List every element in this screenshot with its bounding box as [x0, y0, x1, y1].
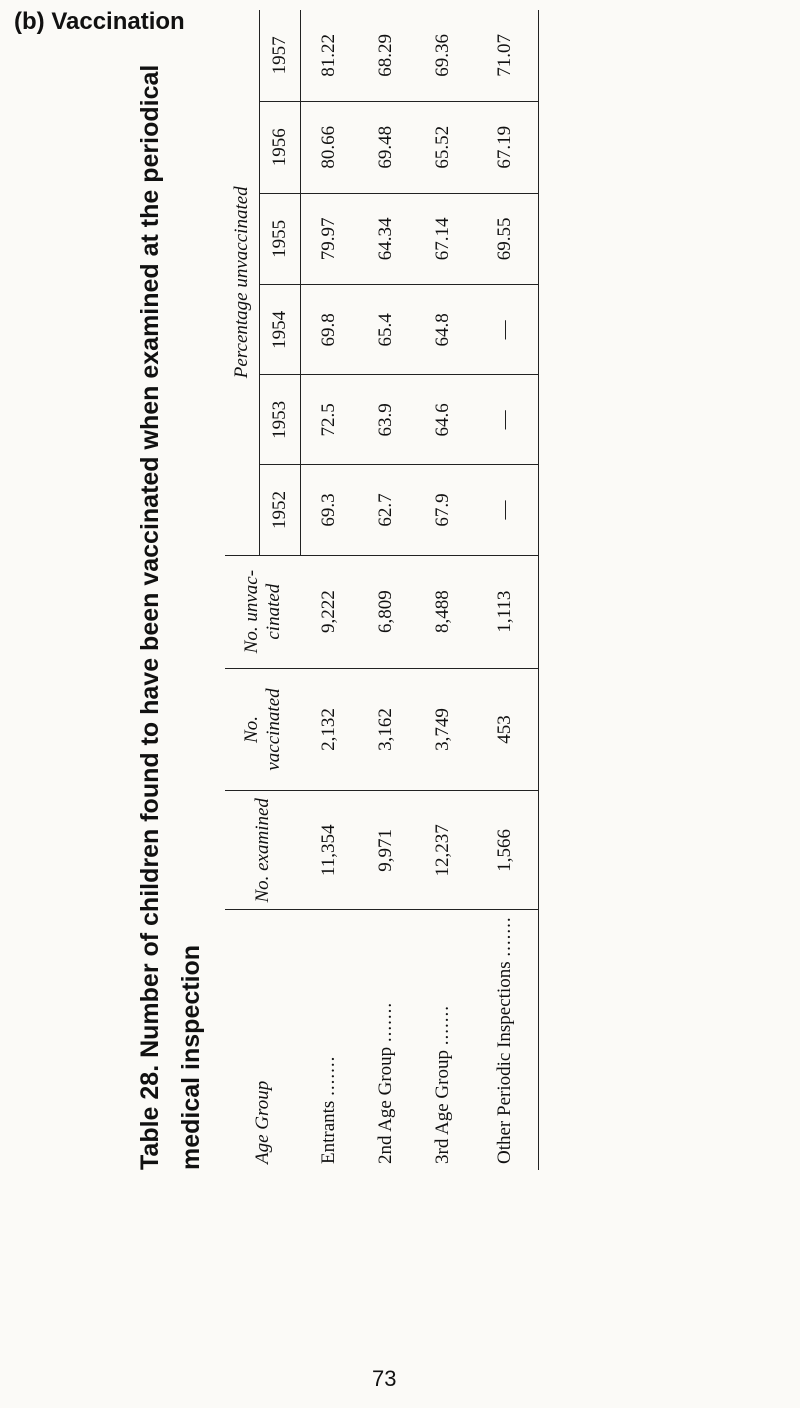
pct-1955-cell: 64.34 [358, 193, 415, 285]
age-group-label: Other Periodic Inspections [493, 961, 515, 1164]
leader-dots: ....... [318, 1055, 339, 1096]
pct-1956-cell: 67.19 [472, 101, 539, 193]
pct-1954-cell: — [472, 285, 539, 375]
examined-cell: 9,971 [358, 791, 415, 910]
header-vaccinated: No. vaccinated [225, 668, 301, 790]
age-group-cell [301, 910, 358, 1170]
pct-1952-cell: 69.3 [301, 465, 358, 555]
pct-1954-cell: 64.8 [415, 285, 472, 375]
header-examined: No. examined [225, 791, 301, 910]
header-percentage-unvaccinated: Percentage unvaccinated [225, 10, 260, 555]
pct-1954-cell: 69.8 [301, 285, 358, 375]
age-group-cell [415, 910, 472, 1170]
page-number: 73 [372, 1366, 397, 1391]
header-unvaccinated: No. unvac- cinated [225, 555, 301, 668]
pct-1953-cell: — [472, 375, 539, 465]
pct-1952-cell: 67.9 [415, 465, 472, 555]
unvaccinated-cell: 1,113 [472, 555, 539, 668]
unvaccinated-cell: 8,488 [415, 555, 472, 668]
leader-dots: ....... [432, 1005, 453, 1046]
age-group-label: 3rd Age Group [432, 1050, 453, 1164]
pct-1955-cell: 79.97 [301, 193, 358, 285]
leader-dots: ....... [375, 1001, 396, 1043]
unvaccinated-cell: 6,809 [358, 555, 415, 668]
header-age-group: Age Group [251, 1080, 273, 1164]
header-year-1956: 1956 [260, 101, 301, 193]
vaccinated-cell: 2,132 [301, 668, 358, 790]
examined-cell: 11,354 [301, 791, 358, 910]
header-year-1952: 1952 [260, 465, 301, 555]
table-row [415, 10, 472, 1170]
unvaccinated-cell: 9,222 [301, 555, 358, 668]
table-row [358, 10, 415, 1170]
pct-1953-cell: 63.9 [358, 375, 415, 465]
age-group-cell [472, 910, 539, 1170]
vaccinated-cell: 3,749 [415, 668, 472, 790]
examined-cell: 1,566 [472, 791, 539, 910]
header-year-1954: 1954 [260, 285, 301, 375]
pct-1954-cell: 65.4 [358, 285, 415, 375]
vaccinated-cell: 453 [472, 668, 539, 790]
age-group-label: Entrants [318, 1100, 339, 1164]
header-year-1953: 1953 [260, 375, 301, 465]
header-row [225, 10, 260, 1170]
pct-1952-cell: 62.7 [358, 465, 415, 555]
header-year-1957: 1957 [260, 10, 301, 101]
leader-dots: ....... [493, 916, 515, 957]
rotated-table-region [130, 10, 650, 1180]
table-row [301, 10, 358, 1170]
pct-1957-cell: 81.22 [301, 10, 358, 101]
age-group-label: 2nd Age Group [375, 1046, 396, 1164]
pct-1957-cell: 68.29 [358, 10, 415, 101]
pct-1956-cell: 80.66 [301, 101, 358, 193]
pct-1953-cell: 64.6 [415, 375, 472, 465]
vaccination-table [225, 10, 539, 1170]
section-title: (b) Vaccination [14, 8, 185, 35]
age-group-cell [358, 910, 415, 1170]
pct-1956-cell: 65.52 [415, 101, 472, 193]
pct-1955-cell: 69.55 [472, 193, 539, 285]
table-row [472, 10, 539, 1170]
pct-1957-cell: 69.36 [415, 10, 472, 101]
pct-1955-cell: 67.14 [415, 193, 472, 285]
pct-1956-cell: 69.48 [358, 101, 415, 193]
table-caption: Table 28. Number of children found to have been vaccinated when examined at the periodical medical inspection [136, 64, 205, 1170]
pct-1952-cell: — [472, 465, 539, 555]
pct-1953-cell: 72.5 [301, 375, 358, 465]
vaccinated-cell: 3,162 [358, 668, 415, 790]
header-year-1955: 1955 [260, 193, 301, 285]
examined-cell: 12,237 [415, 791, 472, 910]
pct-1957-cell: 71.07 [472, 10, 539, 101]
